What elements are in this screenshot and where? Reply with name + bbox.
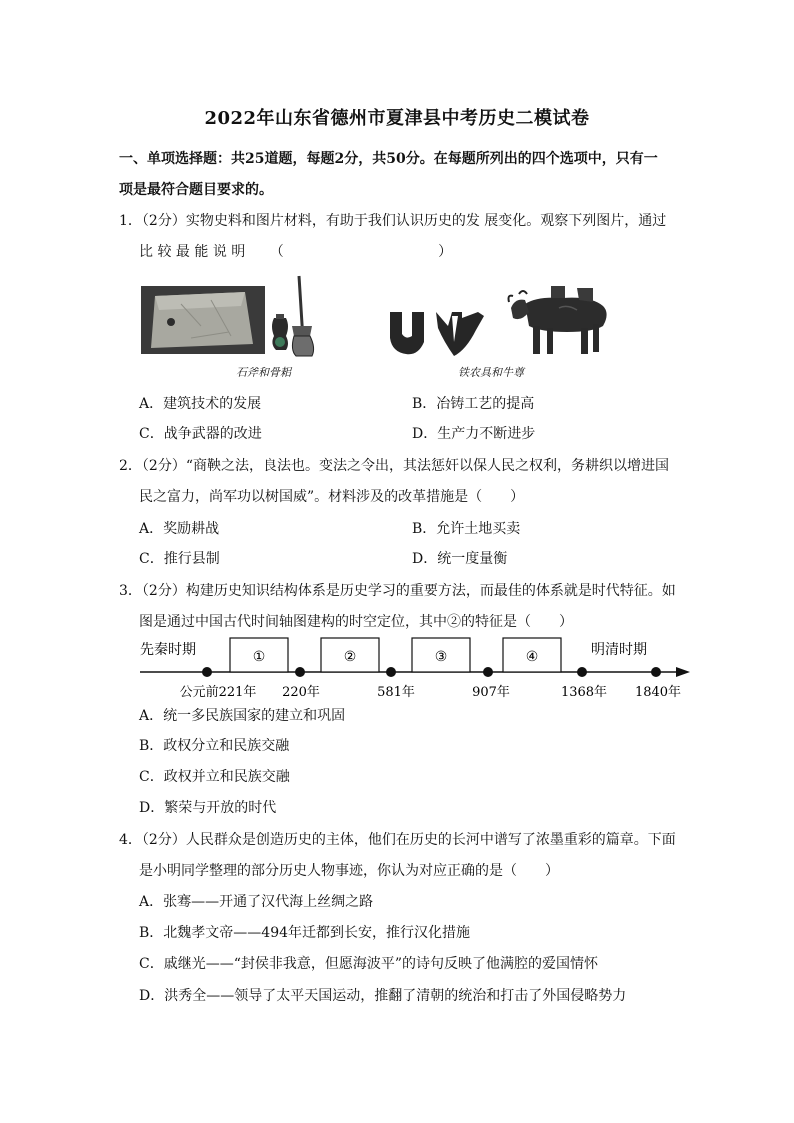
q1-option-b[interactable]: B．冶铸工艺的提高 xyxy=(412,396,535,412)
timeline-label-left: 先秦时期 xyxy=(140,642,196,658)
question-3 xyxy=(119,576,684,638)
q4-option-c[interactable]: C．戚继光——“封侯非我意，但愿海波平”的诗句反映了他满腔的爱国情怀 xyxy=(139,956,599,972)
timeline-tick-label: 907年 xyxy=(472,685,510,700)
q1-word: 比 xyxy=(139,244,153,260)
timeline-tick-label: 1840年 xyxy=(634,685,682,700)
q2-option-c[interactable]: C．推行县制 xyxy=(139,551,220,567)
timeline-tick-dot xyxy=(202,667,212,677)
timeline-tick-label: 220年 xyxy=(282,685,320,700)
q1-option-c[interactable]: C．战争武器的改进 xyxy=(139,426,262,442)
question-2 xyxy=(119,451,684,513)
question-2-stem-line-1: 2．（2分）“商鞅之法，良法也。变法之令出，其法惩奸以保人民之权利，务耕织以增进国 xyxy=(119,458,669,474)
timeline-diagram xyxy=(136,632,692,704)
timeline-tick-label: 1368年 xyxy=(560,685,608,700)
question-1 xyxy=(119,206,684,268)
q2-option-b[interactable]: B．允许土地买卖 xyxy=(412,521,521,537)
q1-word: （ xyxy=(269,244,284,260)
question-4-stem-line-1: 4．（2分）人民群众是创造历史的主体，他们在历史的长河中谱写了浓墨重彩的篇章。下面 xyxy=(119,832,676,848)
q4-option-b[interactable]: B．北魏孝文帝——494年迁都到长安，推行汉化措施 xyxy=(139,925,471,941)
image-caption-left: 石斧和骨耜 xyxy=(236,366,291,379)
q2-option-d[interactable]: D．统一度量衡 xyxy=(412,551,508,567)
stone-axe-image xyxy=(141,286,265,354)
timeline-tick-dot xyxy=(386,667,396,677)
timeline-label-right: 明清时期 xyxy=(591,642,647,658)
question-3-stem-line-1: 3．（2分）构建历史知识结构体系是历史学习的重要方法，而最佳的体系就是时代特征。如 xyxy=(119,583,676,599)
question-2-stem-line-2: 民之富力，尚军功以树国威”。材料涉及的改革措施是（ ） xyxy=(139,489,525,505)
q3-option-d[interactable]: D．繁荣与开放的时代 xyxy=(139,800,277,816)
image-caption-right: 铁农具和牛尊 xyxy=(458,366,524,379)
question-4-stem-line-2: 是小明同学整理的部分历史人物事迹，你认为对应正确的是（ ） xyxy=(139,863,559,879)
timeline-box-label: ② xyxy=(343,649,357,665)
q1-word: 能 xyxy=(194,244,209,260)
q3-option-c[interactable]: C．政权并立和民族交融 xyxy=(139,769,290,785)
question-3-stem-line-2: 图是通过中国古代时间轴图建构的时空定位，其中②的特征是（ ） xyxy=(139,614,573,630)
timeline-tick-dot xyxy=(577,667,587,677)
timeline-box-label: ④ xyxy=(525,649,539,665)
q4-option-a[interactable]: A．张骞——开通了汉代海上丝绸之路 xyxy=(139,894,374,910)
question-1-stem-line-2 xyxy=(119,237,684,268)
q1-word: ） xyxy=(438,244,453,260)
timeline-tick-dot xyxy=(295,667,305,677)
timeline-tick-label: 581年 xyxy=(377,685,415,700)
q3-option-b[interactable]: B．政权分立和民族交融 xyxy=(139,738,290,754)
section-heading-line-2: 项是最符合题目要求的。 xyxy=(119,182,273,198)
question-1-stem-line-1: 1．（2分）实物史料和图片材料，有助于我们认识历史的发 展变化。观察下列图片，通过 xyxy=(119,213,667,229)
iron-tools-image xyxy=(388,312,488,358)
q3-option-a[interactable]: A．统一多民族国家的建立和巩固 xyxy=(139,708,346,724)
q1-word: 明 xyxy=(231,244,246,260)
q1-word: 最 xyxy=(175,244,190,260)
page-title: 2022年山东省德州市夏津县中考历史二模试卷 xyxy=(204,108,590,129)
q1-word: 较 xyxy=(157,244,172,260)
ox-zun-image xyxy=(507,282,613,360)
q1-word: 说 xyxy=(212,244,227,260)
q1-option-a[interactable]: A．建筑技术的发展 xyxy=(139,396,262,412)
timeline-box-label: ① xyxy=(252,649,266,665)
question-4 xyxy=(119,825,684,887)
bone-spade-image xyxy=(266,274,328,360)
q2-option-a[interactable]: A．奖励耕战 xyxy=(139,521,220,537)
timeline-tick-dot xyxy=(651,667,661,677)
timeline-box-label: ③ xyxy=(434,649,448,665)
q1-option-d[interactable]: D．生产力不断进步 xyxy=(412,426,536,442)
timeline-tick-label: 公元前221年 xyxy=(179,685,257,700)
section-heading-line-1: 一、单项选择题：共25道题，每题2分，共50分。在每题所列出的四个选项中，只有一 xyxy=(119,151,658,167)
timeline-tick-dot xyxy=(483,667,493,677)
q4-option-d[interactable]: D．洪秀全——领导了太平天国运动，推翻了清朝的统治和打击了外国侵略势力 xyxy=(139,988,627,1004)
section-heading xyxy=(119,144,684,206)
